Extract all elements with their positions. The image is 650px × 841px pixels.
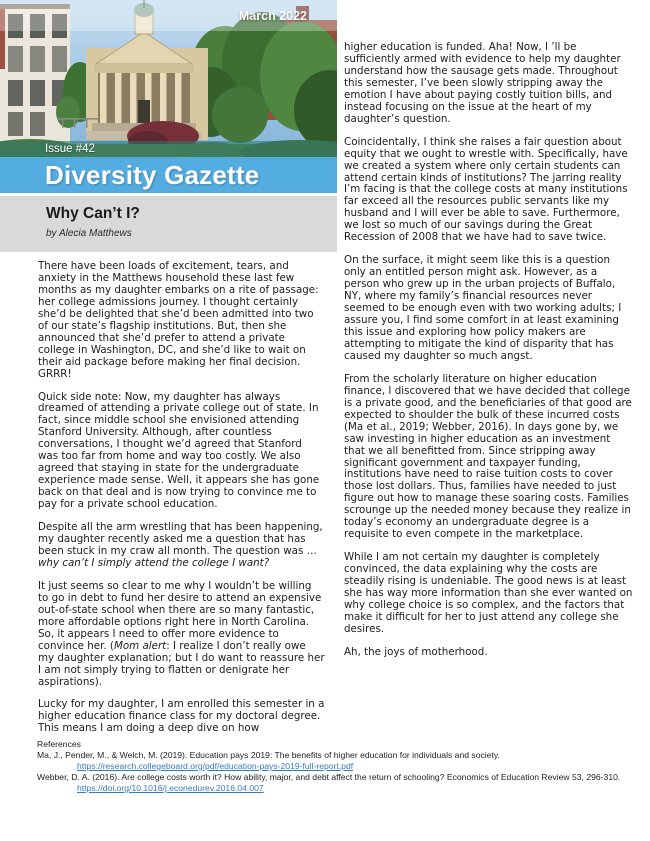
paragraph-text-italic: Mom alert bbox=[113, 639, 167, 652]
reference-citation: Webber, D. A. (2016). Are college costs worth it? How ability, major, and debt affect the return of schooling? Economics of Education Review 53, 296-310. bbox=[37, 772, 621, 782]
left-column bbox=[38, 261, 325, 746]
reference-url-line bbox=[37, 783, 637, 794]
masthead bbox=[0, 0, 337, 252]
article-title: Why Can’t I? bbox=[46, 205, 140, 222]
paragraph-text: On the surface, it might seem like this is a question only an entitled person might ask. However, as a person who grew up in the urban projects of Buffalo, NY, where my family’s financial resources never seemed to be enough even with two working adults; I assure you, I find some comfort in at least examining this issue and exploring how policy makers are attempting to mitigate the kind of disparity that has caused my daughter so much angst. bbox=[344, 254, 622, 362]
reference-citation: Ma, J., Pender, M., & Welch, M. (2019). Education pays 2019: The benefits of higher education for individuals and society. bbox=[37, 750, 500, 760]
issue-strip bbox=[0, 141, 337, 157]
article-paragraph bbox=[38, 581, 325, 689]
right-column bbox=[344, 42, 633, 670]
newsletter-title: Diversity Gazette bbox=[45, 159, 260, 190]
paragraph-text: While I am not certain my daughter is completely convinced, the data explaining why the costs are steadily rising is undeniable. The good news is at least she has way more information than she ever wanted on why college choice is so complex, and the factors that make it difficult for her to just attend any college she desires. bbox=[344, 551, 633, 635]
references-list bbox=[37, 750, 637, 794]
reference-entry bbox=[37, 772, 637, 794]
article-header bbox=[0, 196, 337, 252]
issue-number: Issue #42 bbox=[45, 143, 95, 155]
article-paragraph bbox=[38, 522, 325, 570]
paragraph-text: It just seems so clear to me why I wouldn’t be willing to go in debt to fund her desire to attend an expensive out-of-state school when there are so many fantastic, more affordable options right here in North Carolina. So, it appears I need to offer more evidence to convince her. ( bbox=[38, 579, 322, 652]
newsletter-title-band bbox=[0, 157, 337, 193]
paragraph-text: There have been loads of excitement, tears, and anxiety in the Matthews household these last few months as my daughter embarks on a rite of passage: her college admissions journey. I thought certainly she’d be delighted that she’d been admitted into two of our state’s flagship institutions. But, then she announced that she’d prefer to attend a private college in Washington, DC, and she’d like to wait on their aid package before making her final decision. GRRR! bbox=[38, 260, 319, 380]
issue-date: March 2022 bbox=[238, 8, 307, 23]
paragraph-text: Ah, the joys of motherhood. bbox=[344, 645, 488, 658]
paragraph-text-italic: why can’t I simply attend the college I want? bbox=[38, 556, 270, 569]
article-paragraph bbox=[38, 699, 325, 735]
article-paragraph bbox=[344, 255, 633, 363]
paragraph-text: : I realize I don’t really owe my daughter explanation; but I do want to reassure her I am not simply trying to flatten or denigrate her aspirations). bbox=[38, 639, 325, 688]
reference-url-line bbox=[37, 761, 637, 772]
article-paragraph bbox=[344, 647, 633, 659]
references-section bbox=[37, 739, 637, 794]
paragraph-text: Quick side note: Now, my daughter has always dreamed of attending a private college out of state. In fact, since middle school she envisioned attending Stanford University. Although, after countless conversations, I thought we’d agreed that Stanford was too far from home and way too costly. We also agreed that staying in state for the undergraduate experience made sense. Well, it appears she has gone back on that deal and is now trying to convince me to pay for a private school education. bbox=[38, 390, 320, 511]
article-paragraph bbox=[38, 261, 325, 381]
reference-link[interactable]: https://research.collegeboard.org/pdf/education-pays-2019-full-report.pdf bbox=[77, 761, 354, 771]
date-strip bbox=[0, 0, 337, 31]
paragraph-text: From the scholarly literature on higher education finance, I discovered that we have decided that college is a private good, and the beneficiaries of that good are expected to shoulder the bulk of these incurred costs (Ma et al., 2019; Webber, 2016). In days gone by, we saw investing in higher education as an investment that we all benefitted from. Since stripping away significant government and taxpayer funding, institutions have need to raise tuition costs to cover those lost dollars. Thus, families have needed to just figure out how to manage these soaring costs. Families scrounge up the needed money because they realize in today’s economy an undergraduate degree is a requisite to even compete in the marketplace. bbox=[344, 372, 632, 541]
article-paragraph bbox=[38, 392, 325, 512]
article-paragraph bbox=[344, 42, 633, 126]
reference-entry bbox=[37, 750, 637, 772]
reference-link[interactable]: https://doi.org/10.1016/j.econedurev.2016.04.007 bbox=[77, 783, 264, 793]
paragraph-text: Coincidentally, I think she raises a fair question about equity that we ought to wrestle with. Specifically, have we created a system where only certain students can attend certain kinds of institutions? The jarring reality I’m facing is that the college costs at many institutions far exceed all the resources public servants like my husband and I will ever be able to save. Furthermore, we lost so much of our savings during the Great Recession of 2008 that we have had to save twice. bbox=[344, 135, 628, 244]
article-byline: by Alecia Matthews bbox=[46, 228, 132, 239]
references-heading: References bbox=[37, 739, 81, 749]
paragraph-text: higher education is funded. Aha! Now, I ’ll be sufficiently armed with evidence to help my daughter understand how the sausage gets made. Throughout this semester, I’ve been slowly stripping away the emotion I have about paying costly tuition bills, and instead focusing on the issue at the heart of my daughter’s question. bbox=[344, 41, 621, 125]
paragraph-text: Lucky for my daughter, I am enrolled this semester in a higher education finance class for my doctoral degree. This means I am doing a deep dive on how bbox=[38, 698, 325, 735]
article-paragraph bbox=[344, 137, 633, 245]
paragraph-text: Despite all the arm wrestling that has been happening, my daughter recently asked me a question that has been stuck in my craw all month. The question was … bbox=[38, 521, 323, 557]
article-paragraph bbox=[344, 374, 633, 541]
article-paragraph bbox=[344, 552, 633, 636]
